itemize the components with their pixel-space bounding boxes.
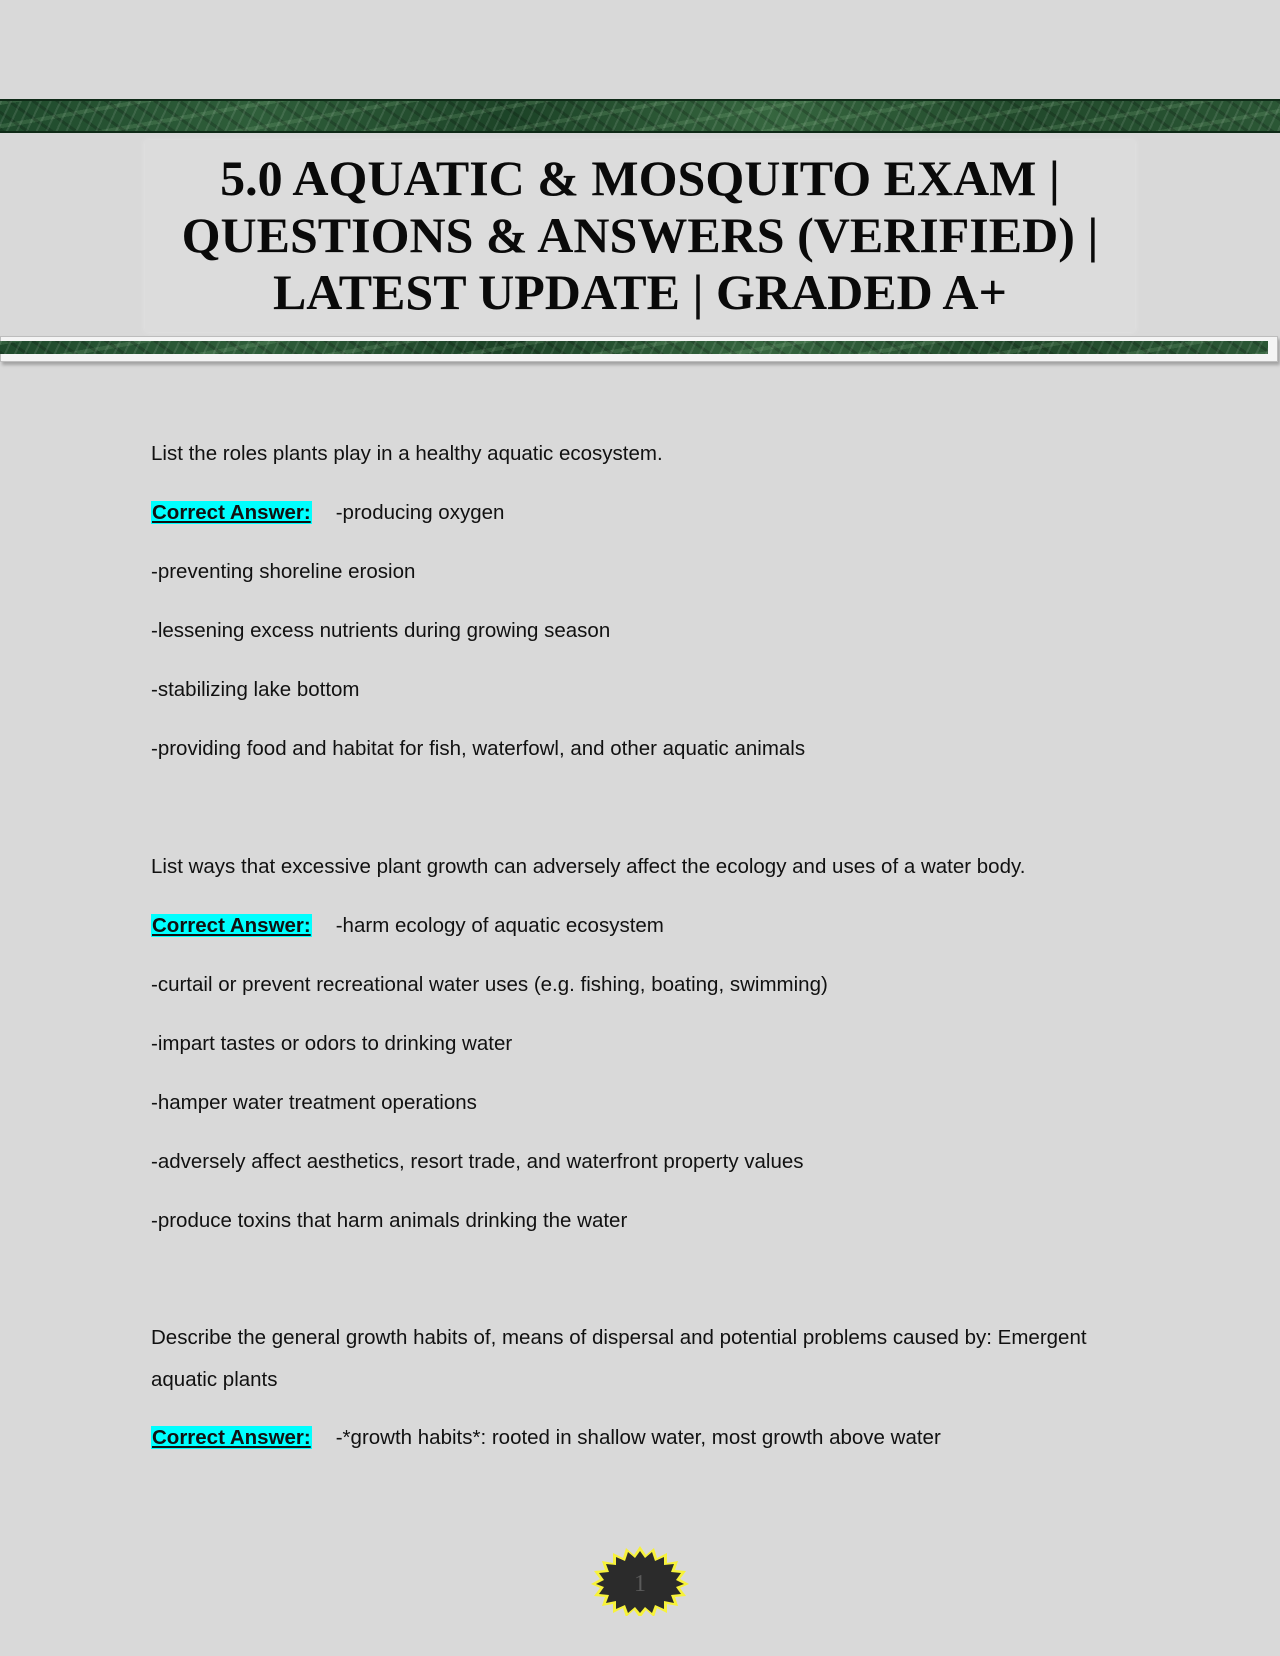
answer-line: -hamper water treatment operations bbox=[151, 1091, 477, 1114]
question-3-line-1: Describe the general growth habits of, means of dispersal and potential problems caused by: Emergent bbox=[151, 1326, 1087, 1349]
title-line-2: QUESTIONS & ANSWERS (VERIFIED) | bbox=[181, 207, 1099, 263]
question-3-line-2: aquatic plants bbox=[151, 1368, 278, 1391]
answer-line: -lessening excess nutrients during growing season bbox=[151, 619, 611, 642]
page-number-badge bbox=[588, 1544, 692, 1616]
page-number: 1 bbox=[634, 1571, 646, 1597]
correct-answer-label: Correct Answer: bbox=[152, 501, 311, 524]
answer-text: -harm ecology of aquatic ecosystem bbox=[335, 914, 664, 937]
header-band-top bbox=[0, 99, 1280, 133]
title-line-1: 5.0 AQUATIC & MOSQUITO EXAM | bbox=[220, 150, 1060, 206]
correct-answer-label: Correct Answer: bbox=[152, 1426, 311, 1449]
document-title bbox=[0, 150, 1280, 321]
header-band-bottom bbox=[0, 341, 1268, 354]
title-line-3: LATEST UPDATE | GRADED A+ bbox=[272, 264, 1008, 320]
answer-line: -curtail or prevent recreational water uses (e.g. fishing, boating, swimming) bbox=[151, 973, 828, 996]
answer-line: -adversely affect aesthetics, resort trade, and waterfront property values bbox=[151, 1150, 804, 1173]
answer-3-first-line bbox=[151, 1424, 941, 1452]
answer-line: -impart tastes or odors to drinking water bbox=[151, 1032, 513, 1055]
answer-line: -stabilizing lake bottom bbox=[151, 678, 360, 701]
answer-line: -preventing shoreline erosion bbox=[151, 560, 416, 583]
answer-line: -produce toxins that harm animals drinking the water bbox=[151, 1209, 628, 1232]
answer-1-first-line bbox=[151, 499, 504, 527]
answer-2-first-line bbox=[151, 912, 664, 940]
answer-line: -providing food and habitat for fish, waterfowl, and other aquatic animals bbox=[151, 737, 806, 760]
answer-text: -producing oxygen bbox=[335, 501, 505, 524]
question-1: List the roles plants play in a healthy aquatic ecosystem. bbox=[151, 442, 663, 465]
answer-text: -*growth habits*: rooted in shallow water, most growth above water bbox=[335, 1426, 941, 1449]
correct-answer-label: Correct Answer: bbox=[152, 914, 311, 937]
question-2: List ways that excessive plant growth can adversely affect the ecology and uses of a water body. bbox=[151, 855, 1026, 878]
